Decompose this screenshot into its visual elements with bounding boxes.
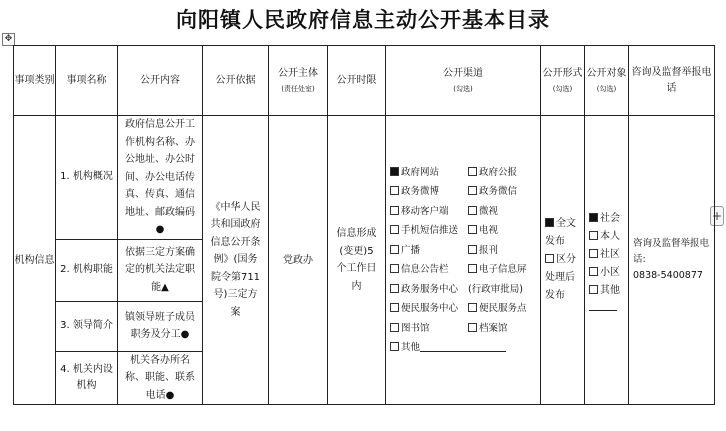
subject-cell: 党政办 — [269, 116, 328, 405]
table-row — [14, 116, 715, 240]
content-cell: 机关各办所名称、职能、联系电话● — [118, 351, 203, 405]
channels-cell — [386, 116, 541, 405]
checkbox-icon[interactable] — [589, 285, 598, 294]
other-fill-line[interactable] — [420, 341, 506, 352]
channel-row — [390, 241, 536, 261]
target-label: 社会 — [600, 212, 620, 224]
catalog-table — [13, 45, 715, 405]
checkbox-checked-icon[interactable] — [589, 213, 598, 222]
header-subject-label: 公开主体 — [278, 68, 318, 79]
checkbox-icon[interactable] — [468, 264, 477, 273]
channel-label: 电子信息屏 — [479, 264, 527, 275]
contact-label: 咨询及监督举报电话: — [633, 238, 710, 265]
channel-row — [390, 338, 536, 358]
target-option[interactable] — [589, 210, 624, 228]
target-option[interactable] — [589, 246, 624, 264]
checkbox-icon[interactable] — [468, 186, 477, 195]
channel-label: 图书馆 — [401, 322, 430, 334]
checkbox-icon[interactable] — [390, 323, 399, 332]
other-fill-line[interactable] — [589, 310, 617, 311]
channel-option[interactable] — [390, 241, 468, 261]
checkbox-icon[interactable] — [390, 206, 399, 215]
header-basis: 公开依据 — [203, 46, 269, 116]
target-label: 小区 — [600, 266, 620, 278]
channel-option[interactable] — [468, 299, 527, 319]
header-row — [14, 46, 715, 116]
content-cell: 镇领导班子成员职务及分工● — [118, 301, 203, 351]
header-item-name: 事项名称 — [56, 46, 118, 116]
channel-row — [390, 319, 536, 339]
checkbox-icon[interactable] — [468, 245, 477, 254]
contact-phone: 0838-5400877 — [633, 270, 703, 281]
channel-option[interactable] — [468, 221, 498, 241]
header-content: 公开内容 — [118, 46, 203, 116]
item-name-cell: 2. 机构职能 — [56, 239, 118, 301]
category-cell: 机构信息 — [14, 116, 56, 405]
channel-option[interactable] — [468, 319, 508, 339]
header-channels — [386, 46, 541, 116]
targets-cell — [585, 116, 629, 405]
page-title: 向阳镇人民政府信息主动公开基本目录 — [176, 7, 550, 32]
checkbox-icon[interactable] — [390, 225, 399, 234]
channel-option[interactable] — [468, 202, 498, 222]
form-option-full[interactable] — [545, 215, 580, 251]
target-option[interactable] — [589, 264, 624, 282]
checkbox-icon[interactable] — [468, 323, 477, 332]
header-time-limit: 公开时限 — [328, 46, 386, 116]
header-subject-note: (责任处室) — [281, 85, 315, 93]
contact-cell — [629, 116, 715, 405]
channel-option[interactable] — [468, 260, 527, 280]
checkbox-icon[interactable] — [468, 303, 477, 312]
form-label: 区分处理后发布 — [545, 254, 576, 301]
channel-label: 政府公报 — [479, 166, 518, 178]
channel-row — [390, 299, 536, 319]
channel-row — [390, 260, 536, 280]
checkbox-icon[interactable] — [390, 264, 399, 273]
checkbox-icon[interactable] — [468, 167, 477, 176]
target-label: 本人 — [600, 230, 620, 242]
channel-option[interactable] — [390, 221, 468, 241]
channel-row — [390, 163, 536, 183]
checkbox-icon[interactable] — [545, 254, 554, 263]
channel-option[interactable] — [468, 241, 498, 261]
add-column-icon[interactable]: + — [710, 206, 724, 226]
channel-row — [390, 280, 536, 300]
header-channels-note: (勾选) — [453, 85, 473, 93]
channel-option[interactable] — [390, 338, 506, 358]
header-forms — [541, 46, 585, 116]
header-contact: 咨询及监督举报电话 — [629, 46, 715, 116]
checkbox-icon[interactable] — [390, 245, 399, 254]
channel-label: 档案馆 — [479, 322, 508, 334]
channel-label: 其他 — [401, 342, 421, 353]
item-name-cell: 3. 领导简介 — [56, 301, 118, 351]
target-label: 社区 — [600, 248, 620, 260]
channel-option[interactable] — [390, 280, 468, 300]
checkbox-icon[interactable] — [589, 249, 598, 258]
channel-label: 报刊 — [479, 244, 499, 256]
table-move-handle-icon[interactable]: ✥ — [2, 33, 15, 46]
checkbox-icon[interactable] — [390, 303, 399, 312]
channel-label: 手机短信推送 — [401, 225, 459, 236]
header-channels-label: 公开渠道 — [443, 68, 483, 79]
channel-row — [390, 221, 536, 241]
channel-label: 微视 — [479, 205, 499, 217]
channel-row — [390, 202, 536, 222]
channel-option[interactable] — [390, 163, 468, 183]
channel-label: 政务微博 — [401, 186, 440, 197]
basis-cell: 《中华人民共和国政府信息公开条例》(国务院令第711号)三定方案 — [203, 116, 269, 405]
form-option-partial[interactable] — [545, 251, 580, 305]
header-subject — [269, 46, 328, 116]
checkbox-icon[interactable] — [390, 186, 399, 195]
channel-label: 便民服务中心 — [401, 303, 459, 314]
checkbox-checked-icon[interactable] — [545, 218, 554, 227]
checkbox-icon[interactable] — [390, 342, 399, 351]
channel-option[interactable] — [390, 319, 468, 339]
checkbox-checked-icon[interactable] — [390, 167, 399, 176]
checkbox-icon[interactable] — [468, 206, 477, 215]
item-name-cell: 1. 机构概况 — [56, 116, 118, 240]
item-name-cell: 4. 机关内设机构 — [56, 351, 118, 405]
forms-cell — [541, 116, 585, 405]
checkbox-icon[interactable] — [468, 225, 477, 234]
content-cell: 政府信息公开工作机构名称、办公地址、办公时间、办公电话传真、传真、通信地址、邮政编码● — [118, 116, 203, 240]
channel-option[interactable] — [390, 202, 468, 222]
channel-label: 移动客户端 — [401, 205, 449, 217]
channel-option[interactable] — [468, 163, 517, 183]
checkbox-icon[interactable] — [589, 231, 598, 240]
checkbox-icon[interactable] — [589, 267, 598, 276]
channel-label: 政府网站 — [401, 166, 440, 178]
channel-label: 政务服务中心 — [401, 283, 459, 295]
channel-option[interactable] — [390, 182, 468, 202]
channel-option[interactable] — [390, 299, 468, 319]
target-option[interactable] — [589, 282, 624, 300]
checkbox-icon[interactable] — [390, 284, 399, 293]
header-category: 事项类别 — [14, 46, 56, 116]
channel-label: 便民服务点 — [479, 303, 527, 314]
header-targets-note: (勾选) — [596, 85, 617, 93]
content-cell: 依据三定方案确定的机关法定职能▲ — [118, 239, 203, 301]
channel-note: (行政审批局) — [468, 283, 523, 295]
time-limit-cell: 信息形成(变更)5个工作日内 — [328, 116, 386, 405]
form-label: 全文发布 — [545, 218, 576, 247]
header-targets — [585, 46, 629, 116]
channel-option[interactable] — [468, 182, 517, 202]
channel-label: 广播 — [401, 244, 421, 256]
channel-label: 信息公告栏 — [401, 264, 449, 275]
channel-label: 政务微信 — [479, 186, 518, 197]
header-targets-label: 公开对象 — [586, 68, 627, 79]
channel-row — [390, 182, 536, 202]
header-forms-label: 公开形式 — [542, 68, 583, 79]
target-option[interactable] — [589, 228, 624, 246]
channel-label: 电视 — [479, 225, 499, 236]
header-forms-note: (勾选) — [552, 85, 573, 93]
channel-option[interactable] — [390, 260, 468, 280]
target-label: 其他 — [600, 284, 620, 296]
